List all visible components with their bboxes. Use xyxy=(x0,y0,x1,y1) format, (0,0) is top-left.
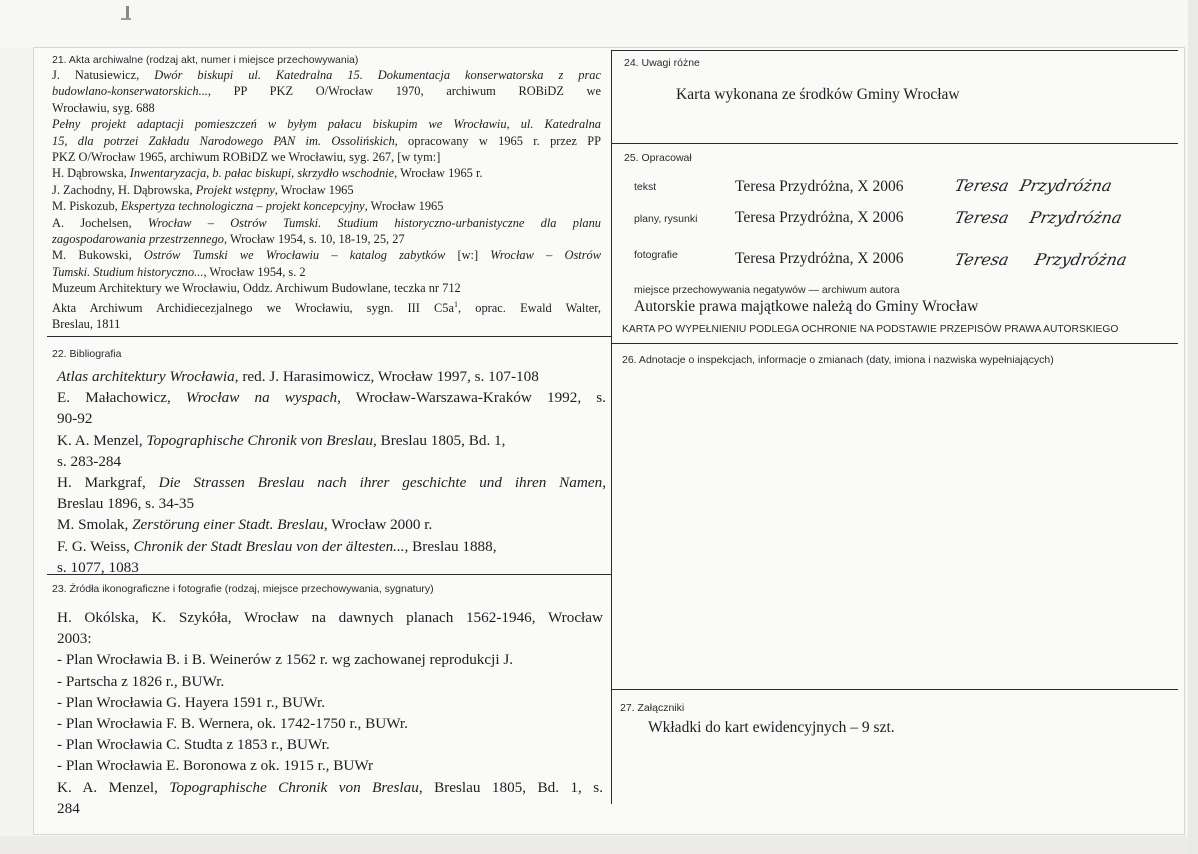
iconography-line: 2003: xyxy=(57,630,92,648)
pencil-mark xyxy=(121,18,131,20)
section-23-title: 23. Źródła ikonograficzne i fotografie (rodzaj, miejsce przechowywania, sygnatury) xyxy=(52,583,434,595)
author-row-label: fotografie xyxy=(634,249,678,261)
iconography-line: H. Okólska, K. Szykóła, Wrocław na dawnych planach 1562-1946, Wrocław xyxy=(57,609,603,626)
divider-26-27 xyxy=(611,689,1178,690)
archive-entry-line: J. Zachodny, H. Dąbrowska, Projekt wstępny, Wrocław 1965 xyxy=(52,182,354,197)
iconography-line: - Plan Wrocławia G. Hayera 1591 r., BUWr. xyxy=(57,693,326,711)
bibliography-line: F. G. Weiss, Chronik der Stadt Breslau von der ältesten..., Breslau 1888, xyxy=(57,537,497,555)
archive-entry-line: budowlano-konserwatorskich..., PP PKZ O/Wrocław 1970, archiwum ROBiDZ we xyxy=(52,84,601,99)
section-22-bibliography xyxy=(57,366,606,578)
signature: Teresa xyxy=(952,176,1011,195)
archive-entry-line: M. Piskozub, Ekspertyza technologiczna – projekt koncepcyjny, Wrocław 1965 xyxy=(52,199,444,214)
signature: Przydróżna xyxy=(1032,250,1129,269)
iconography-line: - Partscha z 1826 r., BUWr. xyxy=(57,672,225,690)
bibliography-line: s. 283-284 xyxy=(57,452,122,470)
author-row-value: Teresa Przydróżna, X 2006 xyxy=(735,250,904,267)
archive-entry-line: 15, dla potrzei Zakładu Narodowego PAN im. Ossolińskich, opracowany w 1965 r. przez PP xyxy=(52,133,601,148)
column-divider xyxy=(611,50,612,804)
archive-entry-line: J. Natusiewicz, Dwór biskupi ul. Katedralna 15. Dokumentacja konserwatorska z prac xyxy=(52,68,601,82)
archive-entry-line: Muzeum Architektury we Wrocławiu, Oddz. Archiwum Budowlane, teczka nr 712 xyxy=(52,281,461,296)
archive-entry-line: Wrocławiu, syg. 688 xyxy=(52,100,155,115)
author-row-value: Teresa Przydróżna, X 2006 xyxy=(735,178,904,195)
divider-top-right xyxy=(611,50,1178,51)
section-22-title: 22. Bibliografia xyxy=(52,348,122,360)
bibliography-line: K. A. Menzel, Topographische Chronik von Breslau, Breslau 1805, Bd. 1, xyxy=(57,431,506,449)
divider-25-26 xyxy=(611,343,1178,344)
section-26-title: 26. Adnotacje o inspekcjach, informacje o zmianach (daty, imiona i nazwiska wypełniających) xyxy=(622,354,1054,366)
scan-background-top xyxy=(0,0,1198,48)
archive-entry-line: Pełny projekt adaptacji pomieszczeń w byłym pałacu biskupim we Wrocławiu, ul. Katedralna xyxy=(52,117,601,132)
divider-24-25 xyxy=(611,143,1178,144)
bibliography-line: Atlas architektury Wrocławia, red. J. Harasimowicz, Wrocław 1997, s. 107-108 xyxy=(57,368,539,385)
bibliography-line: Breslau 1896, s. 34-35 xyxy=(57,495,195,513)
section-27-title: 27. Załączniki xyxy=(620,702,685,714)
archive-entry-line: Akta Archiwum Archidiecezjalnego we Wrocławiu, sygn. III $C5a^1$, oprac. Ewald Walter, xyxy=(52,299,601,315)
bibliography-line: M. Smolak, Zerstörung einer Stadt. Breslau, Wrocław 2000 r. xyxy=(57,516,433,534)
iconography-line: K. A. Menzel, Topographische Chronik von Breslau, Breslau 1805, Bd. 1, s. xyxy=(57,778,604,796)
archive-entry-line: M. Bukowski, Ostrów Tumski we Wrocławiu – katalog zabytków [w:] Wrocław – Ostrów xyxy=(52,248,601,263)
signature: Teresa xyxy=(952,250,1011,269)
iconography-line: 284 xyxy=(57,799,80,817)
archive-entry-line: A. Jochelsen, Wrocław – Ostrów Tumski. Studium historyczno-urbanistyczne dla planu xyxy=(52,215,601,230)
divider-21-22 xyxy=(47,336,611,337)
author-row-label: tekst xyxy=(634,181,657,193)
iconography-line: - Plan Wrocławia F. B. Wernera, ok. 1742-1750 r., BUWr. xyxy=(57,715,408,733)
bibliography-line: E. Małachowicz, Wrocław na wyspach, Wrocław-Warszawa-Kraków 1992, s. xyxy=(57,389,606,407)
copyright-owner: Autorskie prawa majątkowe należą do Gminy Wrocław xyxy=(634,298,979,315)
archive-entry-line: PKZ O/Wrocław 1965, archiwum ROBiDZ we Wrocławiu, syg. 267, [w tym:] xyxy=(52,150,441,165)
attachments-text: Wkładki do kart ewidencyjnych – 9 szt. xyxy=(648,719,895,736)
scan-background-right xyxy=(1188,0,1198,854)
archive-entry-line: Tumski. Studium historyczno..., Wrocław 1954, s. 2 xyxy=(52,264,306,279)
iconography-line: - Plan Wrocławia E. Boronowa z ok. 1915 r., BUWr xyxy=(57,757,374,775)
archive-entry-line: H. Dąbrowska, Inwentaryzacja, b. pałac biskupi, skrzydło wschodnie, Wrocław 1965 r. xyxy=(52,166,483,181)
section-23-iconography xyxy=(57,607,603,819)
signature: Teresa xyxy=(952,208,1011,227)
section-25-title: 25. Opracował xyxy=(624,152,692,164)
signature: Przydróżna xyxy=(1017,176,1114,195)
iconography-line: - Plan Wrocławia C. Studta z 1853 r., BUWr. xyxy=(57,736,330,754)
bibliography-line: s. 1077, 1083 xyxy=(57,558,139,576)
signature: Przydróżna xyxy=(1027,208,1124,227)
author-row-label: plany, rysunki xyxy=(634,213,698,225)
archive-entry-line: zagospodarowania przestrzennego, Wrocław 1954, s. 10, 18-19, 25, 27 xyxy=(52,232,405,247)
section-21-archives xyxy=(52,67,601,333)
iconography-line: - Plan Wrocławia B. i B. Weinerów z 1562 r. wg zachowanej reprodukcji J. xyxy=(57,651,514,669)
section-21-title: 21. Akta archiwalne (rodzaj akt, numer i miejsce przechowywania) xyxy=(52,54,359,66)
bibliography-line: H. Markgraf, Die Strassen Breslau nach ihrer geschichte und ihren Namen, xyxy=(57,474,606,492)
scan-background-bottom xyxy=(0,836,1198,854)
bibliography-line: 90-92 xyxy=(57,410,93,428)
section-24-title: 24. Uwagi różne xyxy=(624,57,700,69)
copyright-protection-notice: KARTA PO WYPEŁNIENIU PODLEGA OCHRONIE NA PODSTAWIE PRZEPISÓW PRAWA AUTORSKIEGO xyxy=(622,324,1119,335)
notes-text: Karta wykonana ze środków Gminy Wrocław xyxy=(676,86,960,103)
archive-entry-line: Breslau, 1811 xyxy=(52,317,121,332)
author-row-value: Teresa Przydróżna, X 2006 xyxy=(735,209,904,226)
negatives-storage: miejsce przechowywania negatywów — archiwum autora xyxy=(634,284,900,296)
